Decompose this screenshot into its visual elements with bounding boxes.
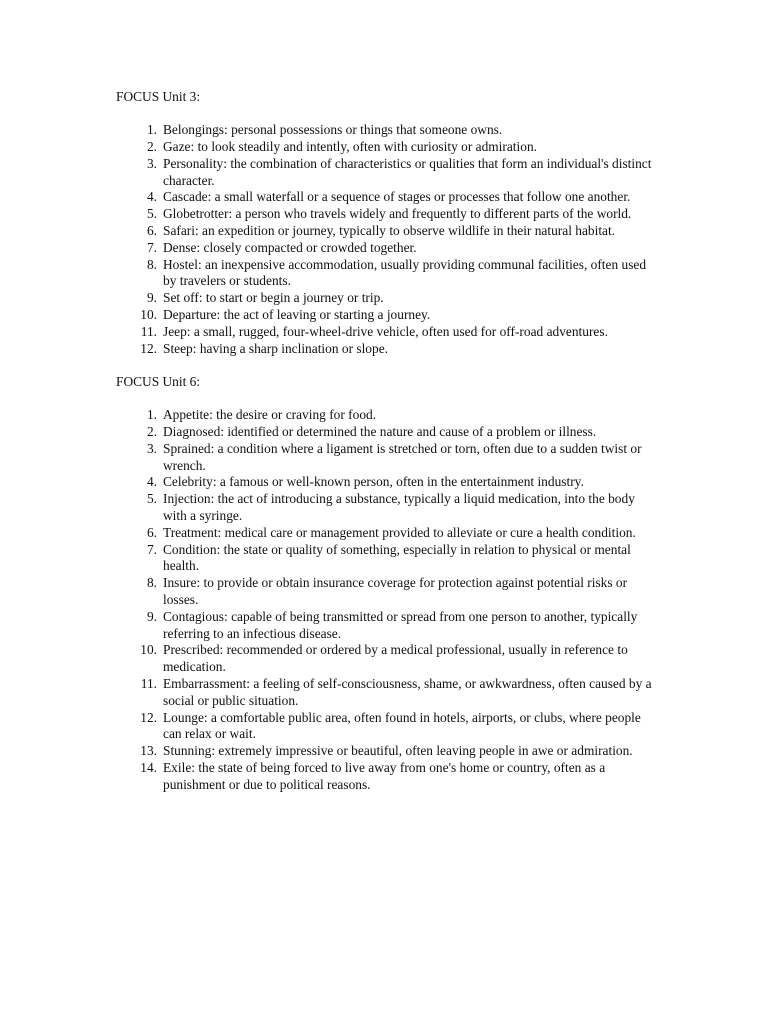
item-definition: Contagious: capable of being transmitted or spread from one person to another, typically referring to an infectious disease.: [163, 608, 638, 641]
item-number: 5.: [146, 206, 157, 222]
item-definition: Safari: an expedition or journey, typically to observe wildlife in their natural habitat.: [163, 223, 616, 239]
unit-3-vocab-list: [116, 122, 668, 357]
item-number: 7.: [146, 239, 157, 255]
item-definition: Dense: closely compacted or crowded together.: [163, 239, 417, 255]
list-item: [116, 542, 668, 576]
item-number: 3.: [146, 155, 157, 171]
item-definition: Cascade: a small waterfall or a sequence of stages or processes that follow one another.: [163, 189, 631, 205]
item-number: 1.: [146, 407, 157, 423]
list-item: [116, 743, 668, 760]
list-item: [116, 189, 668, 206]
item-number: 1.: [146, 122, 157, 138]
item-number: 5.: [146, 491, 157, 507]
item-definition: Diagnosed: identified or determined the nature and cause of a problem or illness.: [163, 424, 597, 440]
item-number: 2.: [146, 139, 157, 155]
unit-6-heading: FOCUS Unit 6:: [116, 373, 201, 389]
item-definition: Belongings: personal possessions or things that someone owns.: [163, 122, 503, 138]
list-item: [116, 609, 668, 643]
item-number: 12.: [140, 709, 157, 725]
list-item: [116, 139, 668, 156]
item-definition: Prescribed: recommended or ordered by a medical professional, usually in reference to medication.: [163, 642, 628, 675]
item-number: 9.: [146, 608, 157, 624]
item-number: 14.: [140, 759, 157, 775]
item-definition: Departure: the act of leaving or starting a journey.: [163, 307, 431, 323]
list-item: [116, 122, 668, 139]
list-item: [116, 156, 668, 190]
item-definition: Hostel: an inexpensive accommodation, usually providing communal facilities, often used by travelers or students.: [163, 256, 647, 289]
list-item: [116, 290, 668, 307]
item-definition: Set off: to start or begin a journey or trip.: [163, 290, 384, 306]
list-item: [116, 760, 668, 794]
list-item: [116, 257, 668, 291]
list-item: [116, 307, 668, 324]
unit-6-vocab-list: [116, 407, 668, 793]
item-number: 13.: [140, 743, 157, 759]
item-definition: Condition: the state or quality of something, especially in relation to physical or mental health.: [163, 541, 631, 574]
item-definition: Sprained: a condition where a ligament is stretched or torn, often due to a sudden twist or wrench.: [163, 440, 642, 473]
item-definition: Injection: the act of introducing a substance, typically a liquid medication, into the body with a syringe.: [163, 491, 635, 524]
item-definition: Globetrotter: a person who travels widely and frequently to different parts of the world.: [163, 206, 632, 222]
item-number: 4.: [146, 189, 157, 205]
item-number: 10.: [140, 307, 157, 323]
item-definition: Treatment: medical care or management provided to alleviate or cure a health condition.: [163, 524, 636, 540]
list-item: [116, 676, 668, 710]
item-definition: Appetite: the desire or craving for food.: [163, 407, 377, 423]
item-number: 7.: [146, 541, 157, 557]
item-definition: Jeep: a small, rugged, four-wheel-drive vehicle, often used for off-road adventures.: [163, 323, 608, 339]
list-item: [116, 642, 668, 676]
list-item: [116, 223, 668, 240]
list-item: [116, 206, 668, 223]
item-number: 8.: [146, 575, 157, 591]
item-number: 10.: [140, 642, 157, 658]
list-item: [116, 407, 668, 424]
list-item: [116, 525, 668, 542]
item-definition: Insure: to provide or obtain insurance coverage for protection against potential risks or losses.: [163, 575, 628, 608]
item-definition: Exile: the state of being forced to live away from one's home or country, often as a punishment or due to political reasons.: [163, 759, 606, 792]
list-item: [116, 710, 668, 744]
item-number: 3.: [146, 440, 157, 456]
item-number: 11.: [140, 323, 157, 339]
item-number: 6.: [146, 524, 157, 540]
unit-3-heading: FOCUS Unit 3:: [116, 89, 201, 104]
item-definition: Lounge: a comfortable public area, often found in hotels, airports, or clubs, where people can relax or wait.: [163, 709, 641, 742]
item-number: 11.: [140, 676, 157, 691]
item-definition: Steep: having a sharp inclination or slope.: [163, 340, 388, 356]
item-number: 6.: [146, 223, 157, 239]
list-item: [116, 424, 668, 441]
item-number: 9.: [146, 290, 157, 306]
item-number: 8.: [146, 256, 157, 272]
item-definition: Gaze: to look steadily and intently, often with curiosity or admiration.: [163, 139, 537, 155]
list-item: [116, 324, 668, 341]
list-item: [116, 474, 668, 491]
item-definition: Celebrity: a famous or well-known person, often in the entertainment industry.: [163, 474, 584, 490]
item-number: 4.: [146, 474, 157, 490]
list-item: [116, 341, 668, 358]
item-number: 2.: [146, 424, 157, 440]
item-definition: Personality: the combination of characteristics or qualities that form an individual's distinct character.: [163, 155, 652, 188]
item-definition: Embarrassment: a feeling of self-consciousness, shame, or awkwardness, often caused by a social or public situation.: [163, 676, 652, 708]
list-item: [116, 441, 668, 475]
item-definition: Stunning: extremely impressive or beautiful, often leaving people in awe or admiration.: [163, 743, 633, 759]
item-number: 12.: [140, 340, 157, 356]
list-item: [116, 575, 668, 609]
list-item: [116, 491, 668, 525]
list-item: [116, 240, 668, 257]
